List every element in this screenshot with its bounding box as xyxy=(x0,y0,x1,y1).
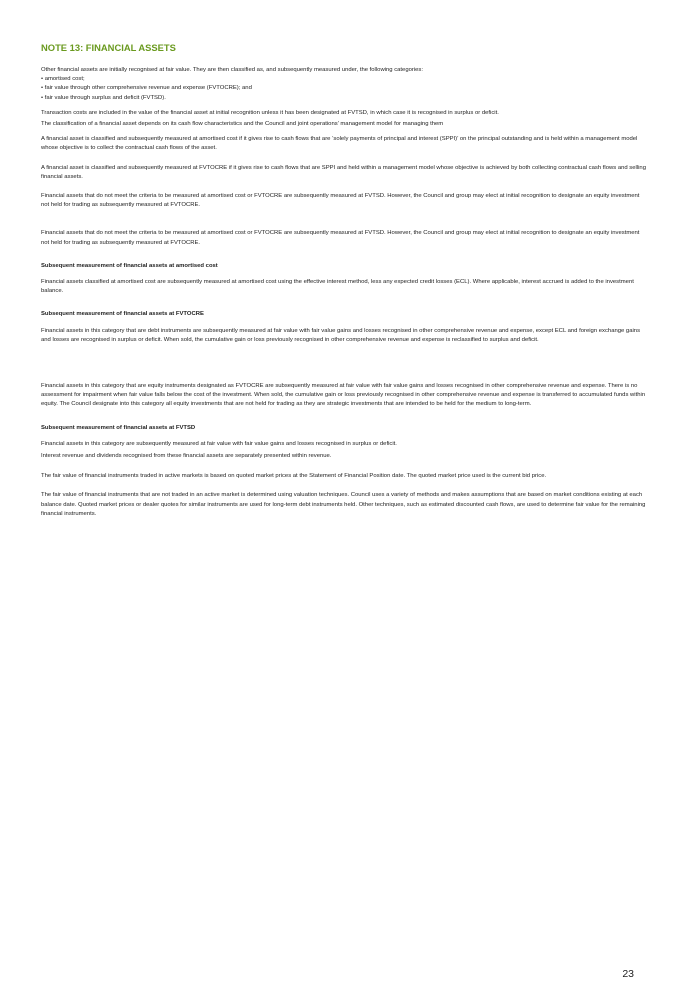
fvtocre-criteria-paragraph: A financial asset is classified and subsequently measured at FVTOCRE if it gives rise to cash flows that are SPPI and held within a management model whose objective is achieved by both collecting contractual cash flows and selling financial assets. xyxy=(41,164,646,180)
page-number: 23 xyxy=(622,968,634,980)
fvtsd-default-paragraph-repeat: Financial assets that do not meet the criteria to be measured at amortised cost or FVTOCRE are subsequently measured at FVTSD. However, the Council and group may elect at initial recognition to designate an equity investment not held for trading as subsequently measured at FVTOCRE. xyxy=(41,230,640,246)
interest-revenue-paragraph: Interest revenue and dividends recognised from these financial assets are separately presented within revenue. xyxy=(41,453,332,460)
fvtocre-debt-paragraph: Financial assets in this category that are debt instruments are subsequently measured at fair value with fair value gains and losses recognised in other comprehensive revenue and expense, except ECL and foreign exchange gains and losses are recognised in surplus or deficit. When sold, the cumulative gain or loss previously recognised in other comprehensive revenue and expense is reclassified to surplus and deficit. xyxy=(41,327,641,343)
active-markets-paragraph: The fair value of financial instruments traded in active markets is based on quoted market prices at the Statement of Financial Position date. The quoted market price used is the current bid price. xyxy=(41,473,547,480)
fvtocre-equity-paragraph: Financial assets in this category that are equity instruments designated as FVTOCRE are subsequently measured at fair value with fair value gains and losses recognised in other comprehensive revenue and expense. There is no assessment for impairment when fair value falls below the cost of the investment. When sold, the cumulative gain or loss previously recognised in other comprehensive revenue and expense is transferred to accumulated funds within equity. The Council designate into this category all equity investments that are not held for trading as they are strategic investments that are intended to be held for the medium to long-term. xyxy=(41,383,646,408)
classification-paragraph: The classification of a financial asset depends on its cash flow characteristics and the Council and joint operations’ management model for managing them xyxy=(41,121,444,128)
fvtsd-default-paragraph: Financial assets that do not meet the criteria to be measured at amortised cost or FVTOCRE are subsequently measured at FVTSD. However, the Council and group may elect at initial recognition to designate an equity investment not held for trading as subsequently measured at FVTOCRE. xyxy=(41,193,640,209)
category-item: • amortised cost; xyxy=(41,75,649,84)
intro-paragraph: Other financial assets are initially recognised at fair value. They are then classified as, and subsequently measured under, the following categories: xyxy=(41,67,424,73)
amortised-cost-criteria-paragraph: A financial asset is classified and subsequently measured at amortised cost if it gives rise to cash flows that are ‘solely payments of principal and interest (SPPI)’ on the principal outstanding and is held within a management model whose objective is to collect the contractual cash flows of the asset. xyxy=(41,136,638,152)
category-item: • fair value through other comprehensive revenue and expense (FVTOCRE); and xyxy=(41,84,649,93)
note-body xyxy=(41,66,649,519)
fvtsd-heading: Subsequent measurement of financial assets at FVTSD xyxy=(41,424,196,431)
note-title: NOTE 13: FINANCIAL ASSETS xyxy=(41,42,176,53)
amortised-cost-paragraph: Financial assets classified at amortised cost are subsequently measured at amortised cost using the effective interest method, less any expected credit losses (ECL). Where applicable, interest accrued is added to the investment balance. xyxy=(41,279,634,295)
category-item: • fair value through surplus and deficit (FVTSD). xyxy=(41,94,649,103)
amortised-cost-heading: Subsequent measurement of financial assets at amortised cost xyxy=(41,262,218,269)
valuation-techniques-paragraph: The fair value of financial instruments that are not traded in an active market is determined using valuation techniques. Council uses a variety of methods and makes assumptions that are based on market conditions existing at each balance date. Quoted market prices or dealer quotes for similar instruments are used for long-term debt instruments held. Other techniques, such as estimated discounted cash flows, are used to determine fair value for the remaining financial instruments. xyxy=(41,492,646,517)
fvtsd-paragraph: Financial assets in this category are subsequently measured at fair value with fair value gains and losses recognised in surplus or deficit. xyxy=(41,440,397,447)
transaction-costs-paragraph: Transaction costs are included in the value of the financial asset at initial recognition unless it has been designated at FVTSD, in which case it is recognised in surplus or deficit. xyxy=(41,109,499,116)
fvtocre-heading: Subsequent measurement of financial assets at FVTOCRE xyxy=(41,311,204,318)
category-list xyxy=(41,75,649,103)
